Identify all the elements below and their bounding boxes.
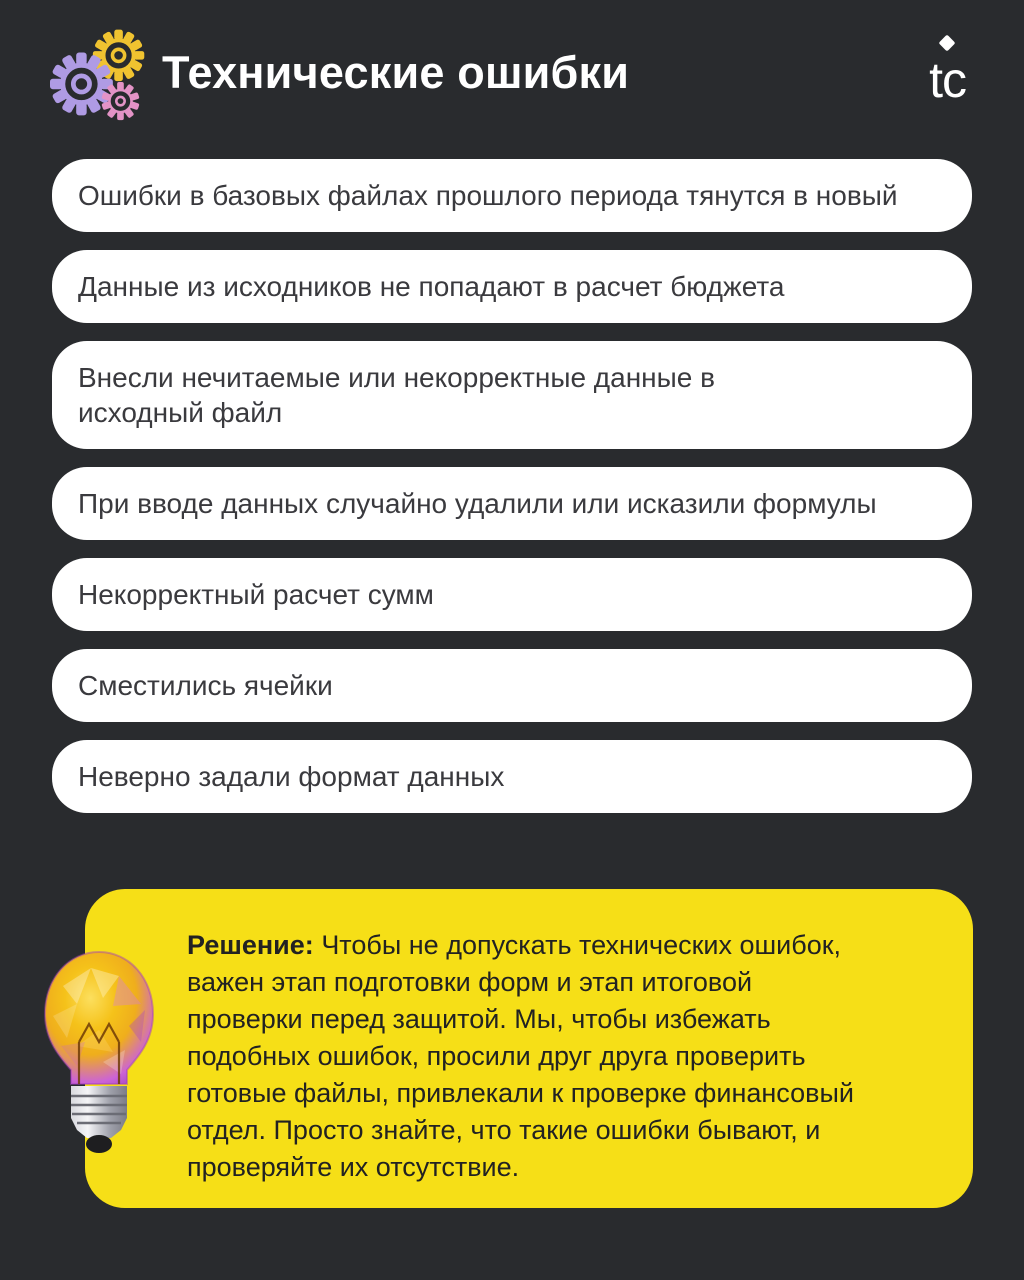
diamond-icon <box>939 35 956 52</box>
error-card: Неверно задали формат данных <box>52 740 972 813</box>
solution-label: Решение: <box>187 930 314 960</box>
page-title: Технические ошибки <box>162 47 630 98</box>
gears-icon <box>50 22 150 124</box>
error-card: Внесли нечитаемые или некорректные данные в исходный файл <box>52 341 972 449</box>
error-card: Сместились ячейки <box>52 649 972 722</box>
brand-logo-text: tc <box>929 52 966 108</box>
error-card: Данные из исходников не попадают в расчет бюджета <box>52 250 972 323</box>
brand-logo <box>929 41 966 108</box>
lightbulb-icon <box>33 946 165 1158</box>
error-card: При вводе данных случайно удалили или исказили формулы <box>52 467 972 540</box>
solution-card <box>85 889 973 1208</box>
solution-text: Чтобы не допускать технических ошибок, важен этап подготовки форм и этап итоговой проверки перед защитой. Мы, чтобы избежать подобных ошибок, просили друг друга проверить готовые файлы, привлекали к проверке финансовый отдел. Просто знайте, что такие ошибки бывают, и проверяйте их отсутствие. <box>187 930 854 1182</box>
error-card: Некорректный расчет сумм <box>52 558 972 631</box>
error-card: Ошибки в базовых файлах прошлого периода тянутся в новый <box>52 159 972 232</box>
header <box>0 0 1024 124</box>
error-cards-list <box>52 159 972 813</box>
